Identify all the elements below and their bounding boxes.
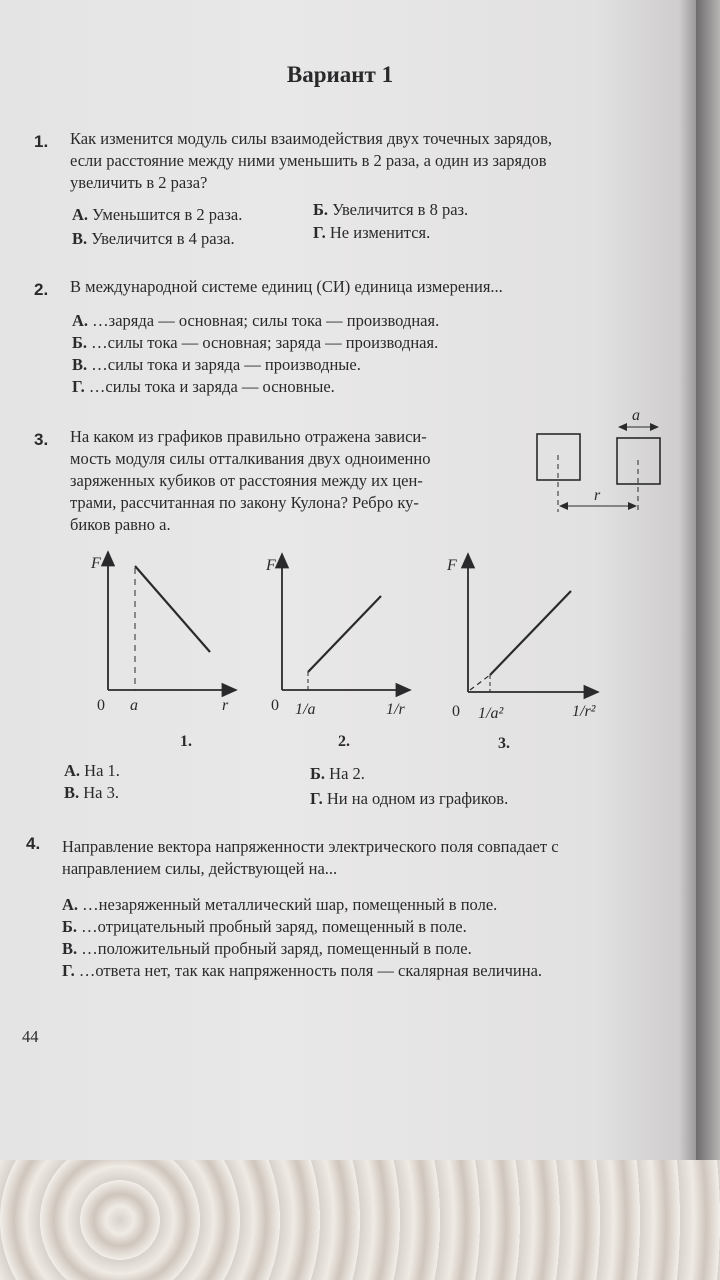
question-text: направлением силы, действующей на... xyxy=(62,859,338,878)
answer-option: Б. Увеличится в 8 раз. xyxy=(313,200,469,219)
graph-caption: 3. xyxy=(498,735,510,752)
question-text: биков равно a. xyxy=(70,515,171,534)
question-text: Направление вектора напряженности электрического поля совпадает с xyxy=(62,837,559,856)
graph-line xyxy=(308,596,381,672)
answer-option: Г. Не изменится. xyxy=(313,223,431,242)
page-title: Вариант 1 xyxy=(286,62,394,87)
question-text: увеличить в 2 раза? xyxy=(70,173,208,192)
answer-option: Б. …силы тока — основная; заряда — производная. xyxy=(72,333,439,352)
origin-label: 0 xyxy=(97,697,105,714)
axis-label-x: 1/r² xyxy=(572,703,596,720)
question-text: В международной системе единиц (СИ) единица измерения... xyxy=(70,277,503,296)
answer-option: Г. …ответа нет, так как напряженность поля — скалярная величина. xyxy=(62,961,543,980)
tick-label: 1/a² xyxy=(478,705,504,722)
graph-1 xyxy=(108,552,236,690)
answer-option: Б. На 2. xyxy=(310,764,365,783)
graph-2 xyxy=(282,554,410,690)
edge-label: a xyxy=(632,407,640,424)
page-number: 44 xyxy=(22,1027,39,1046)
tick-label: a xyxy=(130,697,138,714)
axis-label-y: F xyxy=(266,557,276,574)
answer-option: В. Увеличится в 4 раза. xyxy=(72,229,235,248)
answer-option: А. На 1. xyxy=(64,761,120,780)
graph-3 xyxy=(468,554,598,692)
answer-option: А. Уменьшится в 2 раза. xyxy=(72,205,243,224)
graph-line xyxy=(490,591,571,675)
origin-label: 0 xyxy=(452,703,460,720)
question-text: трами, рассчитанная по закону Кулона? Ребро ку- xyxy=(70,493,419,512)
axis-label-x: r xyxy=(222,697,229,714)
question-number: 2. xyxy=(34,280,49,299)
graph-caption: 2. xyxy=(338,733,350,750)
answer-option: Г. …силы тока и заряда — основные. xyxy=(72,377,335,396)
answer-option: Б. …отрицательный пробный заряд, помещенный в поле. xyxy=(62,917,467,936)
answer-option: В. …силы тока и заряда — производные. xyxy=(72,355,361,374)
origin-label: 0 xyxy=(271,697,279,714)
question-text: Как изменится модуль силы взаимодействия двух точечных зарядов, xyxy=(70,129,553,148)
graph-line xyxy=(135,566,210,652)
tick-label: 1/a xyxy=(295,701,316,718)
question-text: если расстояние между ними уменьшить в 2 раза, а один из зарядов xyxy=(70,151,547,170)
question-number: 1. xyxy=(34,132,49,151)
question-text: мость модуля силы отталкивания двух одноименно xyxy=(70,449,431,468)
answer-option: В. На 3. xyxy=(64,783,120,802)
answer-option: А. …незаряженный металлический шар, помещенный в поле. xyxy=(62,895,498,914)
answer-option: Г. Ни на одном из графиков. xyxy=(310,789,509,808)
question-number: 3. xyxy=(34,430,49,449)
graph-caption: 1. xyxy=(180,733,192,750)
axis-label-x: 1/r xyxy=(386,701,405,718)
axis-label-y: F xyxy=(447,557,457,574)
axis-label-y: F xyxy=(91,555,101,572)
question-text: На каком из графиков правильно отражена зависи- xyxy=(70,427,427,446)
answer-option: А. …заряда — основная; силы тока — производная. xyxy=(72,311,440,330)
question-text: заряженных кубиков от расстояния между их цен- xyxy=(70,471,423,490)
answer-option: В. …положительный пробный заряд, помещенный в поле. xyxy=(62,939,472,958)
distance-label: r xyxy=(594,487,601,504)
question-number: 4. xyxy=(26,834,41,853)
tablecloth xyxy=(0,1160,720,1280)
